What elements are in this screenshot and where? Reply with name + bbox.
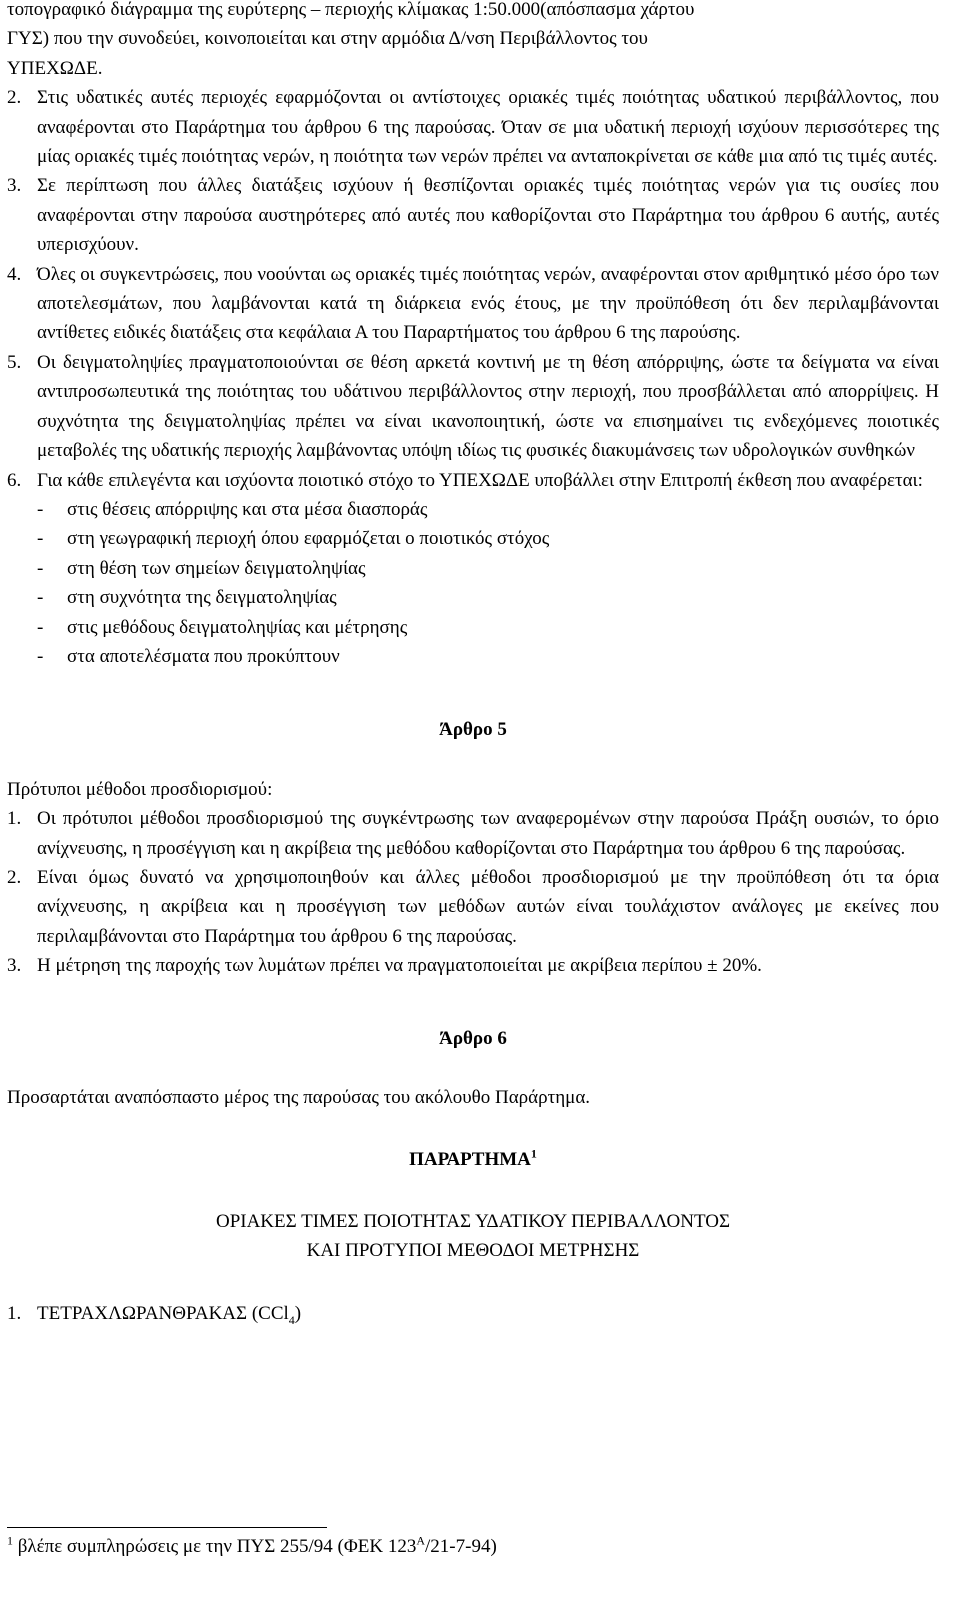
dash-item-text: στις μεθόδους δειγματοληψίας και μέτρησης	[67, 616, 408, 638]
item-number: 3.	[7, 175, 22, 197]
item-text: Όλες οι συγκεντρώσεις, που νοούνται ως οριακές τιμές ποιότητας νερών, αναφέρονται στον αριθμητικό μέσο όρο των αποτελεσμάτων, που λαμβάνονται κατά τη διάρκεια ενός έτους, με την προϋπόθεση ότι δεν περιλαμβάνονται αντίθετες ειδικές διατάξεις στα κεφάλαια Α του Παραρτήματος του άρθρου 6 της παρούσης.	[37, 263, 939, 344]
dash-bullet: -	[37, 587, 44, 609]
dash-list-item	[7, 495, 939, 524]
annex-title	[7, 1145, 939, 1174]
annex-subtitle-2: ΚΑΙ ΠΡΟΤΥΠΟΙ ΜΕΘΟΔΟΙ ΜΕΤΡΗΣΗΣ	[306, 1240, 640, 1262]
dash-bullet: -	[37, 498, 44, 520]
footnote-divider	[7, 1527, 327, 1528]
article-6-heading: Άρθρο 6	[439, 1027, 507, 1049]
opening-line-3: ΥΠΕΧΩΔΕ.	[7, 57, 103, 79]
dash-bullet: -	[37, 616, 44, 638]
dash-bullet: -	[37, 528, 44, 550]
document-page	[7, 0, 939, 1328]
item-number: 2.	[7, 87, 22, 109]
list-item	[7, 260, 939, 348]
item-text: Οι δειγματοληψίες πραγματοποιούνται σε θέση αρκετά κοντινή με τη θέση απόρριψης, ώστε τα δείγματα να είναι αντιπροσωπευτικά της ποιότητας του υδάτινου περιβάλλοντος στην περιοχή, που προσβάλλεται από απορρίψεις. Η συχνότητα της δειγματοληψίας πρέπει να είναι ικανοποιητική, ώστε να επισημαίνει τις ενδεχόμενες ποιοτικές μεταβολές της υδατικής περιοχής λαμβάνοντας υπόψη ιδίως τις φυσικές διακυμάνσεις των υδρολογικών συνθηκών	[37, 351, 939, 462]
dash-list-item	[7, 554, 939, 583]
footnote-mark: 1	[7, 1533, 13, 1548]
list-item	[7, 863, 939, 951]
annex-item-text	[37, 1299, 301, 1328]
footnote-text-after: /21-7-94)	[425, 1536, 497, 1557]
item-text: Η μέτρηση της παροχής των λυμάτων πρέπει να πραγματοποιείται με ακρίβεια περίπου ± 20%.	[37, 955, 762, 977]
annex-item-label: ΤΕΤΡΑΧΛΩΡΑΝΘΡΑΚΑΣ (CCl	[37, 1302, 289, 1324]
list-item	[7, 171, 939, 259]
annex-title-text: ΠΑΡΑΡΤΗΜΑ	[409, 1149, 531, 1171]
dash-item-text: στη γεωγραφική περιοχή όπου εφαρμόζεται ο ποιοτικός στόχος	[67, 528, 550, 550]
footnote	[7, 1532, 497, 1561]
item-number: 6.	[7, 469, 22, 491]
dash-item-text: στα αποτελέσματα που προκύπτουν	[67, 645, 340, 667]
annex-footnote-ref: 1	[530, 1147, 537, 1162]
item-number: 3.	[7, 955, 22, 977]
list-item	[7, 348, 939, 466]
list-item	[7, 83, 939, 171]
item-text: Για κάθε επιλεγέντα και ισχύοντα ποιοτικό στόχο το ΥΠΕΧΩΔΕ υποβάλλει στην Επιτροπή έκθεση που αναφέρεται:	[37, 469, 923, 491]
dash-bullet: -	[37, 557, 44, 579]
opening-line-1: τοπογραφικό διάγραμμα της ευρύτερης – περιοχής κλίμακας 1:50.000(απόσπασμα χάρτου	[7, 0, 695, 20]
dash-list-item	[7, 583, 939, 612]
item-number: 5.	[7, 351, 22, 373]
article-6-text: Προσαρτάται αναπόσπαστο μέρος της παρούσας του ακόλουθο Παράρτημα.	[7, 1087, 591, 1108]
annex-item	[7, 1299, 939, 1328]
dash-item-text: στη συχνότητα της δειγματοληψίας	[67, 587, 337, 609]
annex-subtitle-1: ΟΡΙΑΚΕΣ ΤΙΜΕΣ ΠΟΙΟΤΗΤΑΣ ΥΔΑΤΙΚΟΥ ΠΕΡΙΒΑΛΛΟΝΤΟΣ	[215, 1210, 731, 1232]
item-text: Στις υδατικές αυτές περιοχές εφαρμόζονται οι αντίστοιχες οριακές τιμές ποιότητας υδατικού περιβάλλοντος, που αναφέρονται στο Παράρτημα του άρθρου 6 της παρούσας. Όταν σε μια υδατική περιοχή ισχύουν περισσότερες της μίας οριακές τιμές ποιότητας νερών, η ποιότητα των νερών πρέπει να ανταποκρίνεται σε κάθε μια από τις τιμές αυτές.	[37, 87, 939, 168]
annex-item-subscript: 4	[288, 1312, 295, 1327]
list-item	[7, 951, 939, 980]
item-text: Οι πρότυποι μέθοδοι προσδιορισμού της συγκέντρωσης των αναφερομένων στην παρούσα Πράξη ουσιών, το όριο ανίχνευσης, η προσέγγιση και η ακρίβεια της μεθόδου καθορίζονται στο Παράρτημα του άρθρου 6 της παρούσας.	[37, 808, 939, 859]
article-5-heading: Άρθρο 5	[439, 719, 507, 741]
list-item	[7, 804, 939, 863]
item-text: Σε περίπτωση που άλλες διατάξεις ισχύουν ή θεσπίζονται οριακές τιμές ποιότητας νερών για τις ουσίες που αναφέρονται στην παρούσα αυστηρότερες από αυτές που καθορίζονται στο Παράρτημα του άρθρου 6 αυτής, αυτές υπερισχύουν.	[37, 175, 939, 256]
opening-line-2: ΓΥΣ) που την συνοδεύει, κοινοποιείται και στην αρμόδια Δ/νση Περιβάλλοντος του	[7, 28, 648, 50]
dash-item-text: στη θέση των σημείων δειγματοληψίας	[67, 557, 366, 579]
dash-bullet: -	[37, 645, 44, 667]
footnote-text-before: βλέπε συμπληρώσεις με την ΠΥΣ 255/94 (ΦΕΚ 123	[13, 1536, 417, 1557]
item-text: Είναι όμως δυνατό να χρησιμοποιηθούν και άλλες μέθοδοι προσδιορισμού με την προϋπόθεση ότι τα όρια ανίχνευσης, η ακρίβεια και η προσέγγιση των μεθόδων αυτών είναι τουλάχιστον ανάλογες με εκείνες που περιλαμβάνονται στο Παράρτημα του άρθρου 6 της παρούσας.	[37, 866, 939, 947]
item-number: 4.	[7, 263, 22, 285]
dash-list-item	[7, 642, 939, 671]
item-number: 1.	[7, 808, 22, 830]
dash-item-text: στις θέσεις απόρριψης και στα μέσα διασποράς	[67, 498, 428, 520]
dash-list-item	[7, 524, 939, 553]
article-5-intro: Πρότυποι μέθοδοι προσδιορισμού:	[7, 778, 273, 800]
item-number: 1.	[7, 1302, 22, 1324]
annex-item-close: )	[294, 1302, 302, 1324]
dash-list-item	[7, 613, 939, 642]
footnote-sup: Α	[416, 1533, 426, 1548]
item-number: 2.	[7, 866, 22, 888]
list-item	[7, 466, 939, 495]
